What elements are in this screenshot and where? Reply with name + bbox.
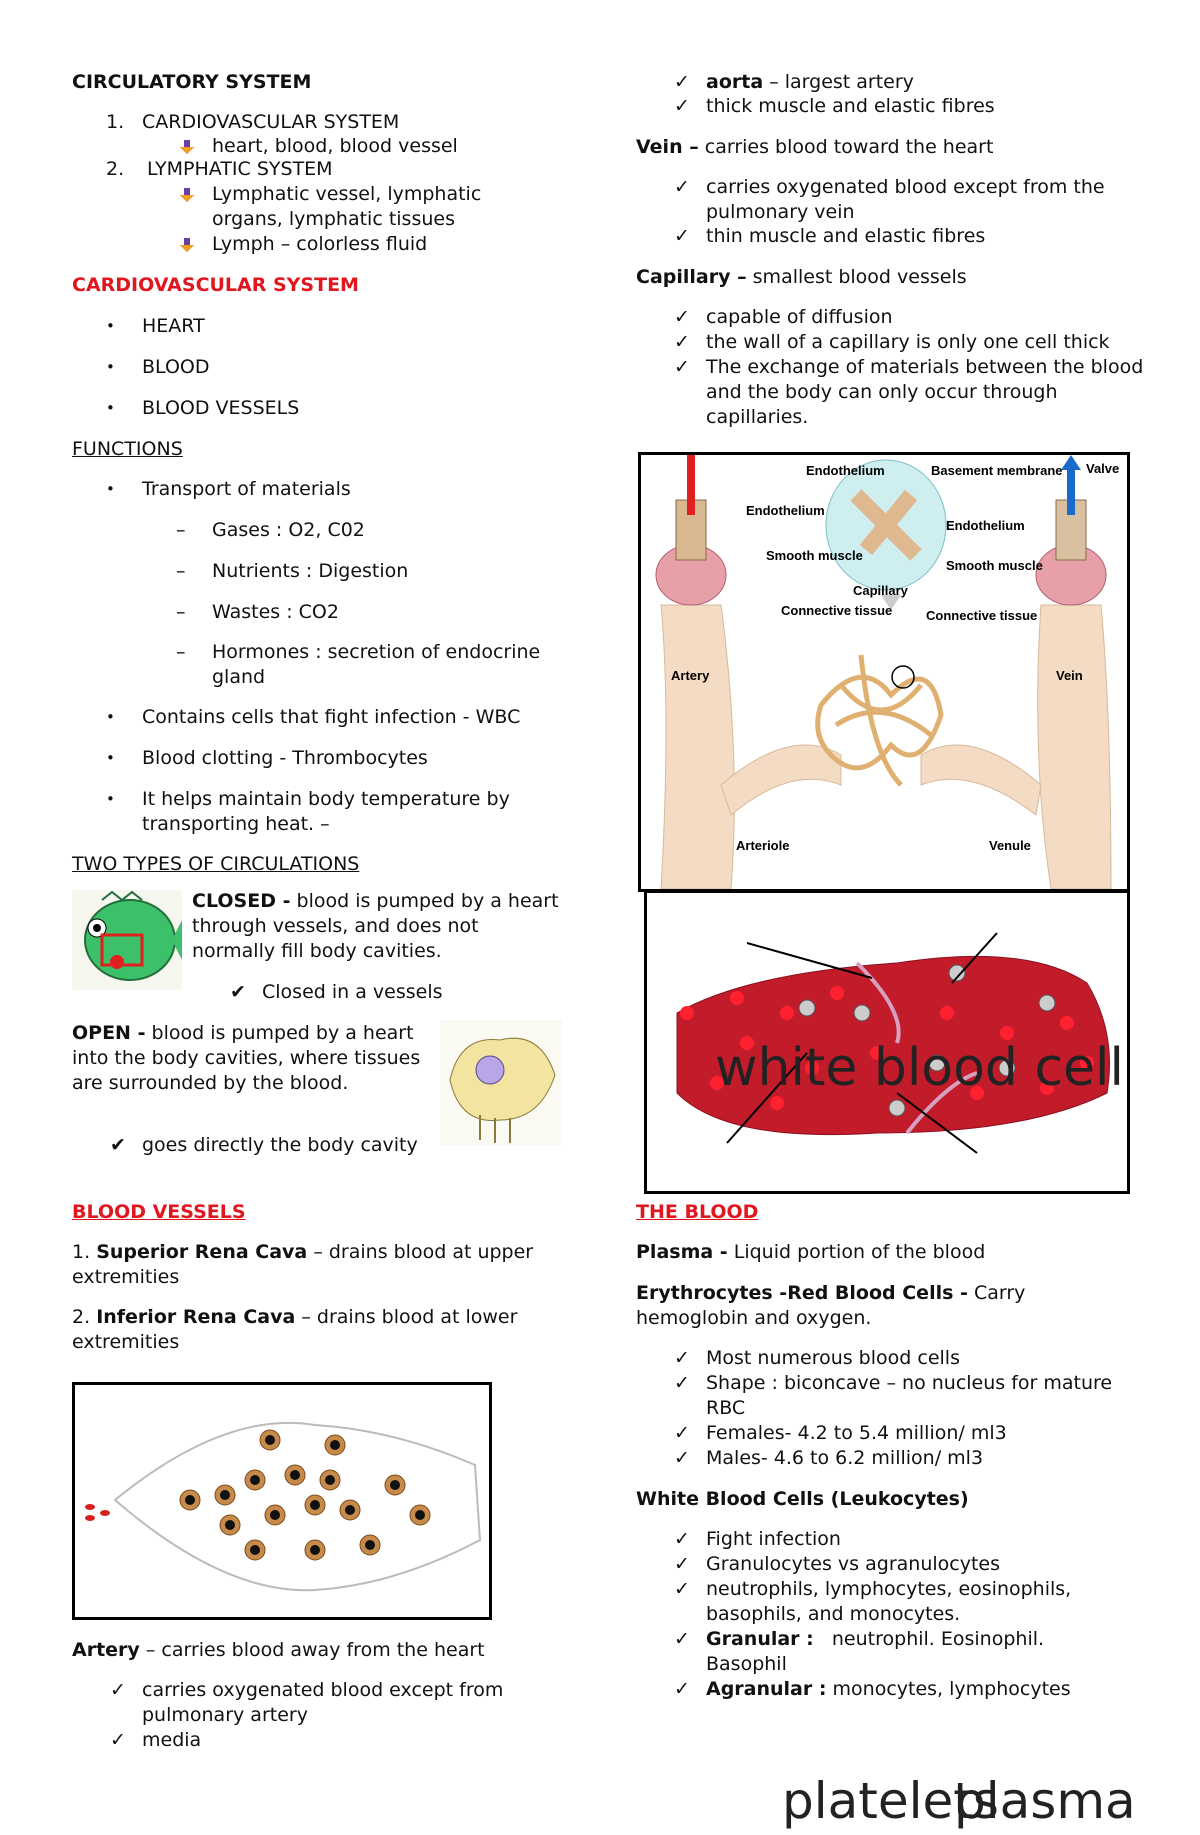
ery-check-item (674, 1421, 1007, 1446)
artery-check-text: carries oxygenated blood except from pulmonary artery (142, 1679, 504, 1726)
check-icon: ✓ (674, 95, 690, 117)
aorta-term: aorta (706, 71, 764, 93)
label-artery: Artery (671, 668, 710, 683)
function-item: • Contains cells that fight infection - WBC (142, 705, 520, 730)
granular-text: neutrophil. Eosinophil. Basophil (706, 1628, 1045, 1675)
capillary-check-item (674, 305, 893, 330)
function-item: • It helps maintain body temperature by transporting heat. – (142, 787, 542, 837)
arrow-bullet-icon (180, 238, 194, 252)
open-term: OPEN - (72, 1022, 146, 1044)
agranular-term: Agranular : (706, 1678, 827, 1700)
agranular-text: monocytes, lymphocytes (832, 1678, 1071, 1700)
capillary-check-item (674, 355, 1146, 430)
open-text: blood is pumped by a heart into the body cavities, where tissues are surrounded by the blood. (72, 1022, 421, 1094)
capillary-check-text: The exchange of materials between the blood and the body can only occur through capillaries. (706, 356, 1144, 428)
ery-check-text: Males- 4.6 to 6.2 million/ ml3 (706, 1447, 984, 1469)
vein-check-item (674, 175, 1136, 225)
vessel-item (72, 1305, 552, 1355)
check-icon: ✓ (674, 331, 690, 353)
check-icon: ✓ (674, 1553, 690, 1575)
capillary-cells-drawing (75, 1385, 489, 1617)
check-icon: ✔ (230, 981, 246, 1003)
aorta-check-item (674, 94, 995, 119)
label-smooth-left: Smooth muscle (766, 548, 863, 563)
label-capillary: Capillary (853, 583, 908, 598)
plasma-line (636, 1240, 985, 1265)
ery-check-text: Females- 4.2 to 5.4 million/ ml3 (706, 1422, 1007, 1444)
vessel-diagram (638, 452, 1130, 892)
check-icon: ✓ (674, 176, 690, 198)
capillary-term: Capillary – (636, 266, 747, 288)
functions-heading: FUNCTIONS (72, 438, 183, 460)
wbc-check-item (674, 1552, 1000, 1577)
check-icon: ✓ (674, 1528, 690, 1550)
capillary-check-text: the wall of a capillary is only one cell thick (706, 331, 1110, 353)
vessel-term: Superior Rena Cava (96, 1241, 308, 1263)
vessel-text: – drains blood at lower extremities (72, 1306, 518, 1353)
function-sub: – Nutrients : Digestion (212, 559, 408, 584)
label-vein: Vein (1056, 668, 1083, 683)
vein-check-item (674, 224, 986, 249)
list-num: 2. (106, 158, 125, 180)
wbc-check-item (674, 1577, 1126, 1627)
check-icon: ✓ (674, 1422, 690, 1444)
blood-heading: THE BLOOD (636, 1201, 759, 1223)
wbc-check-item (674, 1527, 841, 1552)
aorta-check-text: thick muscle and elastic fibres (706, 95, 995, 117)
capillary-line (636, 265, 967, 290)
check-icon: ✓ (674, 1447, 690, 1469)
cardio-heading: CARDIOVASCULAR SYSTEM (72, 274, 359, 296)
plasma-term: Plasma - (636, 1241, 728, 1263)
closed-desc (192, 889, 562, 964)
ery-term: Erythrocytes -Red Blood Cells - (636, 1282, 968, 1304)
artery-check-item (110, 1678, 542, 1728)
vessel-diagram-drawing (641, 455, 1127, 889)
function-sub: – Hormones : secretion of endocrine gland (212, 640, 552, 690)
artery-check-item (110, 1728, 202, 1753)
vessel-term: Inferior Rena Cava (96, 1306, 296, 1328)
function-item: • Blood clotting - Thrombocytes (142, 746, 428, 771)
label-basement: Basement membrane (931, 463, 1063, 478)
ery-text: Carry hemoglobin and oxygen. (636, 1282, 1026, 1329)
wbc-check-item (674, 1627, 1126, 1677)
function-sub: – Wastes : CO2 (212, 600, 339, 625)
vessel-item (72, 1240, 552, 1290)
list-num: 1. (106, 111, 125, 133)
vein-line (636, 135, 993, 160)
label-valve: Valve (1086, 461, 1120, 476)
blood-cells-image (644, 890, 1130, 1194)
function-sub: – Gases : O2, C02 (212, 518, 365, 543)
wbc-heading: White Blood Cells (Leukocytes) (636, 1488, 969, 1510)
ery-check-item (674, 1346, 960, 1371)
artery-line (72, 1638, 485, 1663)
check-icon: ✓ (110, 1729, 126, 1751)
check-icon: ✓ (674, 1347, 690, 1369)
sub-item (212, 134, 458, 159)
label-venule: Venule (989, 838, 1031, 853)
capillary-check-item (674, 330, 1110, 355)
vessel-text: – drains blood at upper extremities (72, 1241, 534, 1288)
capillary-text: smallest blood vessels (752, 266, 967, 288)
check-icon: ✓ (674, 71, 690, 93)
sub-item-text: Lymphatic vessel, lymphatic organs, lymphatic tissues (212, 183, 482, 230)
open-check-text: goes directly the body cavity (142, 1134, 418, 1156)
vessels-heading: BLOOD VESSELS (72, 1201, 246, 1223)
function-item: • Transport of materials (142, 477, 351, 502)
check-icon: ✓ (674, 306, 690, 328)
cardio-item: • BLOOD VESSELS (142, 396, 299, 421)
label-connective-right: Connective tissue (926, 608, 1038, 623)
label-endothelium-top: Endothelium (806, 463, 885, 478)
sub-item-text: heart, blood, blood vessel (212, 135, 458, 157)
ery-line (636, 1281, 1086, 1331)
open-check-item (110, 1133, 422, 1158)
footer-label-a: platelets (782, 1772, 999, 1830)
plasma-text: Liquid portion of the blood (733, 1241, 986, 1263)
cardio-item: • HEART (142, 314, 205, 339)
label-endothelium-right: Endothelium (946, 518, 1025, 533)
aorta-check-item (674, 70, 914, 95)
ery-check-text: Shape : biconcave – no nucleus for mature RBC (706, 1372, 1113, 1419)
footer-label-b: plasma (954, 1772, 1136, 1830)
sub-item (212, 232, 427, 257)
check-icon: ✓ (674, 1678, 690, 1700)
ery-check-item (674, 1371, 1146, 1421)
artery-text: – carries blood away from the heart (145, 1639, 485, 1661)
closed-check-item (230, 980, 443, 1005)
check-icon: ✓ (674, 225, 690, 247)
artery-check-text: media (142, 1729, 202, 1751)
label-connective-left: Connective tissue (781, 603, 893, 618)
label-arteriole: Arteriole (736, 838, 790, 853)
closed-text: blood is pumped by a heart through vessels, and does not normally fill body cavities. (192, 890, 559, 962)
two-types-heading: TWO TYPES OF CIRCULATIONS (72, 853, 360, 875)
aorta-text: – largest artery (769, 71, 914, 93)
check-icon: ✓ (110, 1679, 126, 1701)
list-item-cardio: CARDIOVASCULAR SYSTEM (142, 111, 400, 133)
ery-check-text: Most numerous blood cells (706, 1347, 960, 1369)
wbc-check-text: Fight infection (706, 1528, 841, 1550)
arrow-bullet-icon (180, 140, 194, 154)
wbc-check-item (674, 1677, 1071, 1702)
vessel-num: 1. (72, 1241, 91, 1263)
check-icon: ✓ (674, 1628, 690, 1650)
check-icon: ✔ (110, 1134, 126, 1156)
granular-term: Granular : (706, 1628, 814, 1650)
wbc-check-text: neutrophils, lymphocytes, eosinophils, basophils, and monocytes. (706, 1578, 1072, 1625)
vessel-num: 2. (72, 1306, 91, 1328)
check-icon: ✓ (674, 1578, 690, 1600)
vein-check-text: thin muscle and elastic fibres (706, 225, 986, 247)
open-desc (72, 1021, 422, 1096)
check-icon: ✓ (674, 1372, 690, 1394)
closed-term: CLOSED - (192, 890, 291, 912)
sub-item-text: Lymph – colorless fluid (212, 233, 428, 255)
fish-illustration (72, 890, 182, 990)
label-smooth-right: Smooth muscle (946, 558, 1043, 573)
closed-check-text: Closed in a vessels (262, 981, 443, 1003)
capillary-cells-image (72, 1382, 492, 1620)
sub-item (212, 182, 512, 232)
label-endothelium-left: Endothelium (746, 503, 825, 518)
wbc-check-text: Granulocytes vs agranulocytes (706, 1553, 1000, 1575)
artery-term: Artery (72, 1639, 140, 1661)
page-title: CIRCULATORY SYSTEM (72, 71, 312, 93)
open-circulation-illustration (440, 1020, 562, 1145)
list-item-lymphatic: LYMPHATIC SYSTEM (147, 158, 333, 180)
capillary-check-text: capable of diffusion (706, 306, 893, 328)
arrow-bullet-icon (180, 188, 194, 202)
check-icon: ✓ (674, 356, 690, 378)
wbc-overlay-label: white blood cell (715, 1038, 1124, 1098)
vein-term: Vein – (636, 136, 699, 158)
cardio-item: • BLOOD (142, 355, 209, 380)
ery-check-item (674, 1446, 984, 1471)
vein-check-text: carries oxygenated blood except from the pulmonary vein (706, 176, 1105, 223)
vein-text: carries blood toward the heart (704, 136, 994, 158)
